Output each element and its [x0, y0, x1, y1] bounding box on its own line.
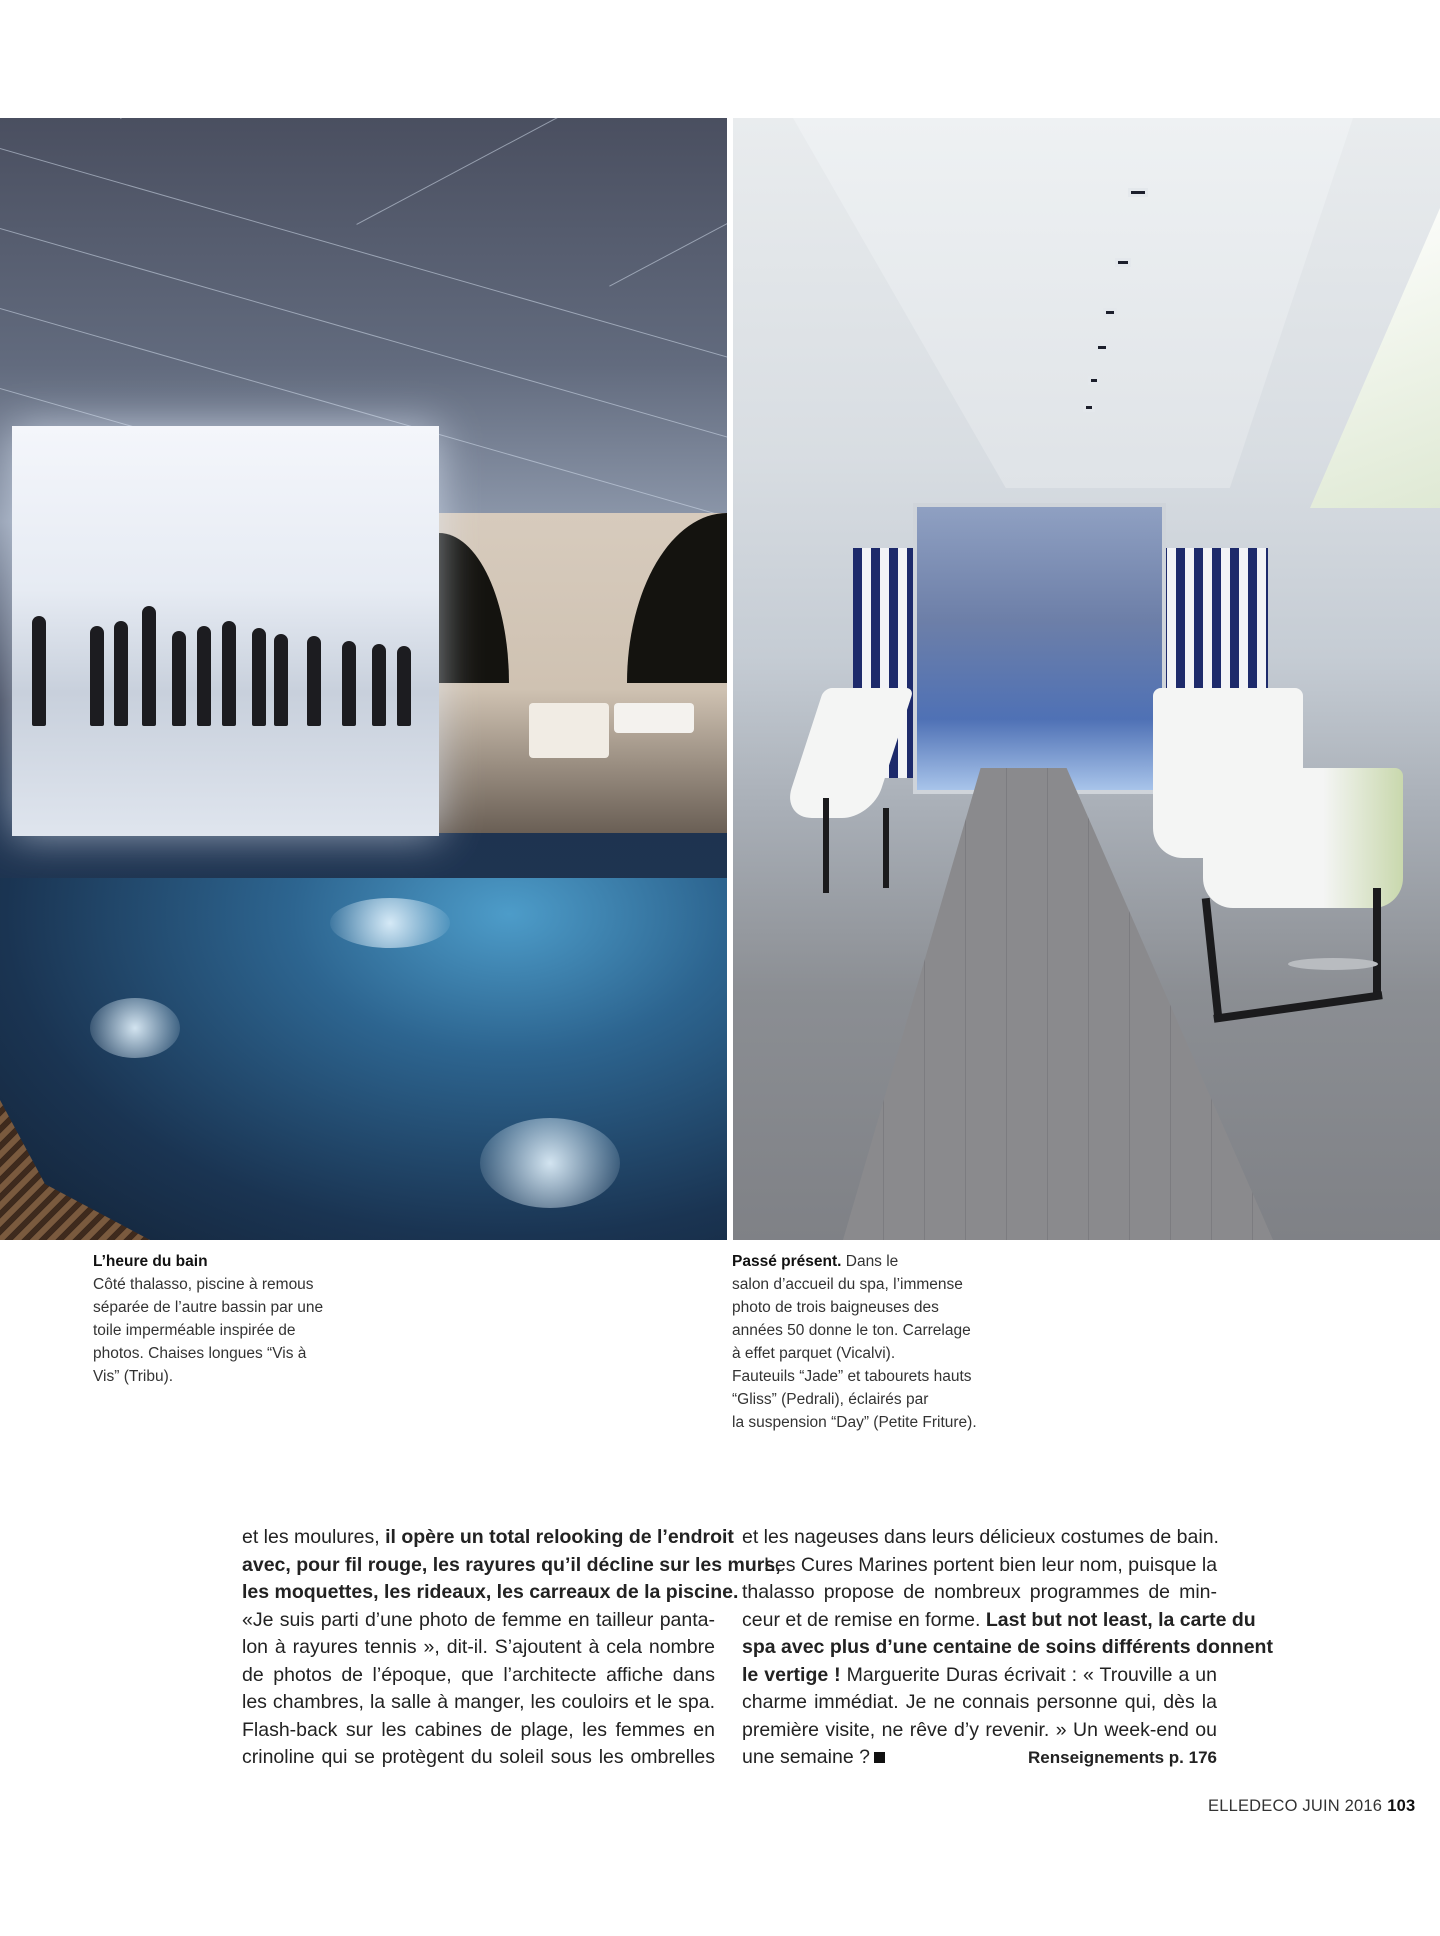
arch-wall	[439, 533, 509, 683]
end-of-article-square-icon	[874, 1752, 885, 1763]
caption-pool	[93, 1250, 373, 1388]
caption-line: la suspension “Day” (Petite Friture).	[732, 1414, 977, 1431]
backlit-photo-wall	[12, 426, 439, 836]
underwater-light	[480, 1118, 620, 1208]
chair-leg	[883, 808, 889, 888]
lounge-chair	[614, 703, 694, 733]
text-run: Marguerite Duras écrivait : « Trouville a un	[840, 1663, 1217, 1686]
ceiling-spotlight	[1083, 403, 1095, 412]
whirlpool-water	[0, 878, 727, 1240]
caption-line: Fauteuils “Jade” et tabourets hauts	[732, 1368, 972, 1385]
caption-line: photo de trois baigneuses des	[732, 1299, 939, 1316]
page-number: 103	[1387, 1797, 1416, 1815]
caption-line: “Gliss” (Pedrali), éclairés par	[732, 1391, 929, 1408]
bather-figure	[172, 631, 186, 726]
gliss-stool-base	[1288, 958, 1378, 970]
bather-figure	[342, 641, 356, 726]
article-column-2	[742, 1524, 1273, 1772]
bold-text-run: il opère un total relooking de l’endroit	[385, 1526, 734, 1548]
ceiling-grid-line	[356, 118, 727, 225]
magazine-issue: ELLEDECO JUIN 2016	[1208, 1797, 1383, 1815]
ceiling-grid-line	[120, 118, 474, 119]
caption-first-line	[732, 1250, 1022, 1273]
underwater-light	[330, 898, 450, 948]
info-page-reference: Renseignements p. 176	[1028, 1748, 1217, 1767]
bather-figure	[252, 628, 266, 726]
text-line: les chambres, la salle à manger, les couloirs et le spa.	[242, 1691, 715, 1713]
chair-leg	[1373, 888, 1381, 998]
caption-line: Côté thalasso, piscine à remous	[93, 1276, 314, 1293]
text-line: «Je suis parti d’une photo de femme en tailleur panta-	[242, 1608, 715, 1631]
text-line	[742, 1662, 1217, 1690]
caption-title: L’heure du bain	[93, 1253, 208, 1270]
caption-line: à effet parquet (Vicalvi).	[732, 1345, 896, 1362]
bold-text-line: les moquettes, les rideaux, les carreaux de la piscine.	[242, 1581, 739, 1603]
text-line: et les nageuses dans leurs délicieux costumes de bain.	[742, 1526, 1219, 1548]
bather-figure	[197, 626, 211, 726]
bold-text-run: le vertige !	[742, 1663, 841, 1686]
text-line	[242, 1524, 734, 1552]
photo-pool	[0, 118, 727, 1240]
caption-line: années 50 donne le ton. Carrelage	[732, 1322, 971, 1339]
caption-line: photos. Chaises longues “Vis à	[93, 1345, 307, 1362]
bather-figure	[32, 616, 46, 726]
caption-spa-lounge	[732, 1250, 1022, 1434]
caption-text: Dans le	[845, 1253, 899, 1270]
bold-text-line: avec, pour fil rouge, les rayures qu’il décline sur les murs,	[242, 1553, 781, 1576]
ceiling-grid-line	[609, 118, 727, 287]
bather-figure	[142, 606, 156, 726]
text-line: crinoline qui se protègent du soleil sous les ombrelles	[242, 1746, 715, 1768]
page-folio	[1208, 1797, 1415, 1816]
bather-figure	[114, 621, 128, 726]
bold-text-line: spa avec plus d’une centaine de soins différents donnent	[742, 1636, 1273, 1658]
bather-figure	[274, 634, 288, 726]
paragraph-start-line: Les Cures Marines portent bien leur nom, puisque la	[764, 1553, 1218, 1576]
arched-lounge	[439, 513, 727, 833]
bather-figure	[90, 626, 104, 726]
chair-leg	[823, 798, 829, 893]
text-line-final	[742, 1744, 1217, 1772]
text-line: Flash-back sur les cabines de plage, les femmes en	[242, 1718, 715, 1741]
ceiling-spotlight	[1103, 308, 1117, 317]
text-run: ceur et de remise en forme.	[742, 1608, 986, 1631]
jade-armchair	[1203, 768, 1403, 908]
bather-figure	[397, 646, 411, 726]
chair-leg	[1202, 898, 1222, 1018]
text-line: thalasso propose de nombreux programmes de min-	[742, 1581, 1217, 1603]
ceiling-spotlight	[1128, 188, 1148, 197]
text-line: première visite, ne rêve d’y revenir. » Un week-end ou	[742, 1718, 1217, 1741]
caption-line: séparée de l’autre bassin par une	[93, 1299, 324, 1316]
ceiling-spotlight	[1095, 343, 1109, 352]
article-column-1	[242, 1524, 781, 1772]
caption-line: Vis” (Tribu).	[93, 1368, 174, 1385]
chair-leg	[1213, 991, 1382, 1023]
three-bathers-mural	[913, 503, 1166, 794]
bather-figure	[222, 621, 236, 726]
lit-cornice-wall	[1310, 208, 1440, 508]
bold-text-run: Last but not least, la carte du	[985, 1608, 1256, 1631]
caption-title: Passé présent.	[732, 1253, 842, 1270]
text-line: de photos de l’époque, que l’architecte affiche dans	[242, 1663, 715, 1686]
text-line: charme immédiat. Je ne connais personne qui, dès la	[742, 1691, 1217, 1713]
photo-spa-lounge	[733, 118, 1440, 1240]
ceiling-spotlight	[1088, 376, 1100, 385]
caption-line: salon d’accueil du spa, l’immense	[732, 1276, 963, 1293]
ceiling-spotlight	[1115, 258, 1131, 267]
bather-figure	[307, 636, 321, 726]
ionic-capital-table	[529, 703, 609, 758]
arch-wall	[627, 513, 727, 683]
text-line	[742, 1607, 1256, 1635]
caption-line: toile imperméable inspirée de	[93, 1322, 296, 1339]
teak-pool-grating	[0, 1100, 150, 1240]
text-line: lon à rayures tennis », dit-il. S’ajoutent à cela nombre	[242, 1636, 715, 1658]
corridor-ceiling	[793, 118, 1353, 488]
text-run: une semaine ?	[742, 1746, 870, 1768]
text-run: et les moulures,	[242, 1526, 386, 1548]
underwater-light	[90, 998, 180, 1058]
bather-figure	[372, 644, 386, 726]
